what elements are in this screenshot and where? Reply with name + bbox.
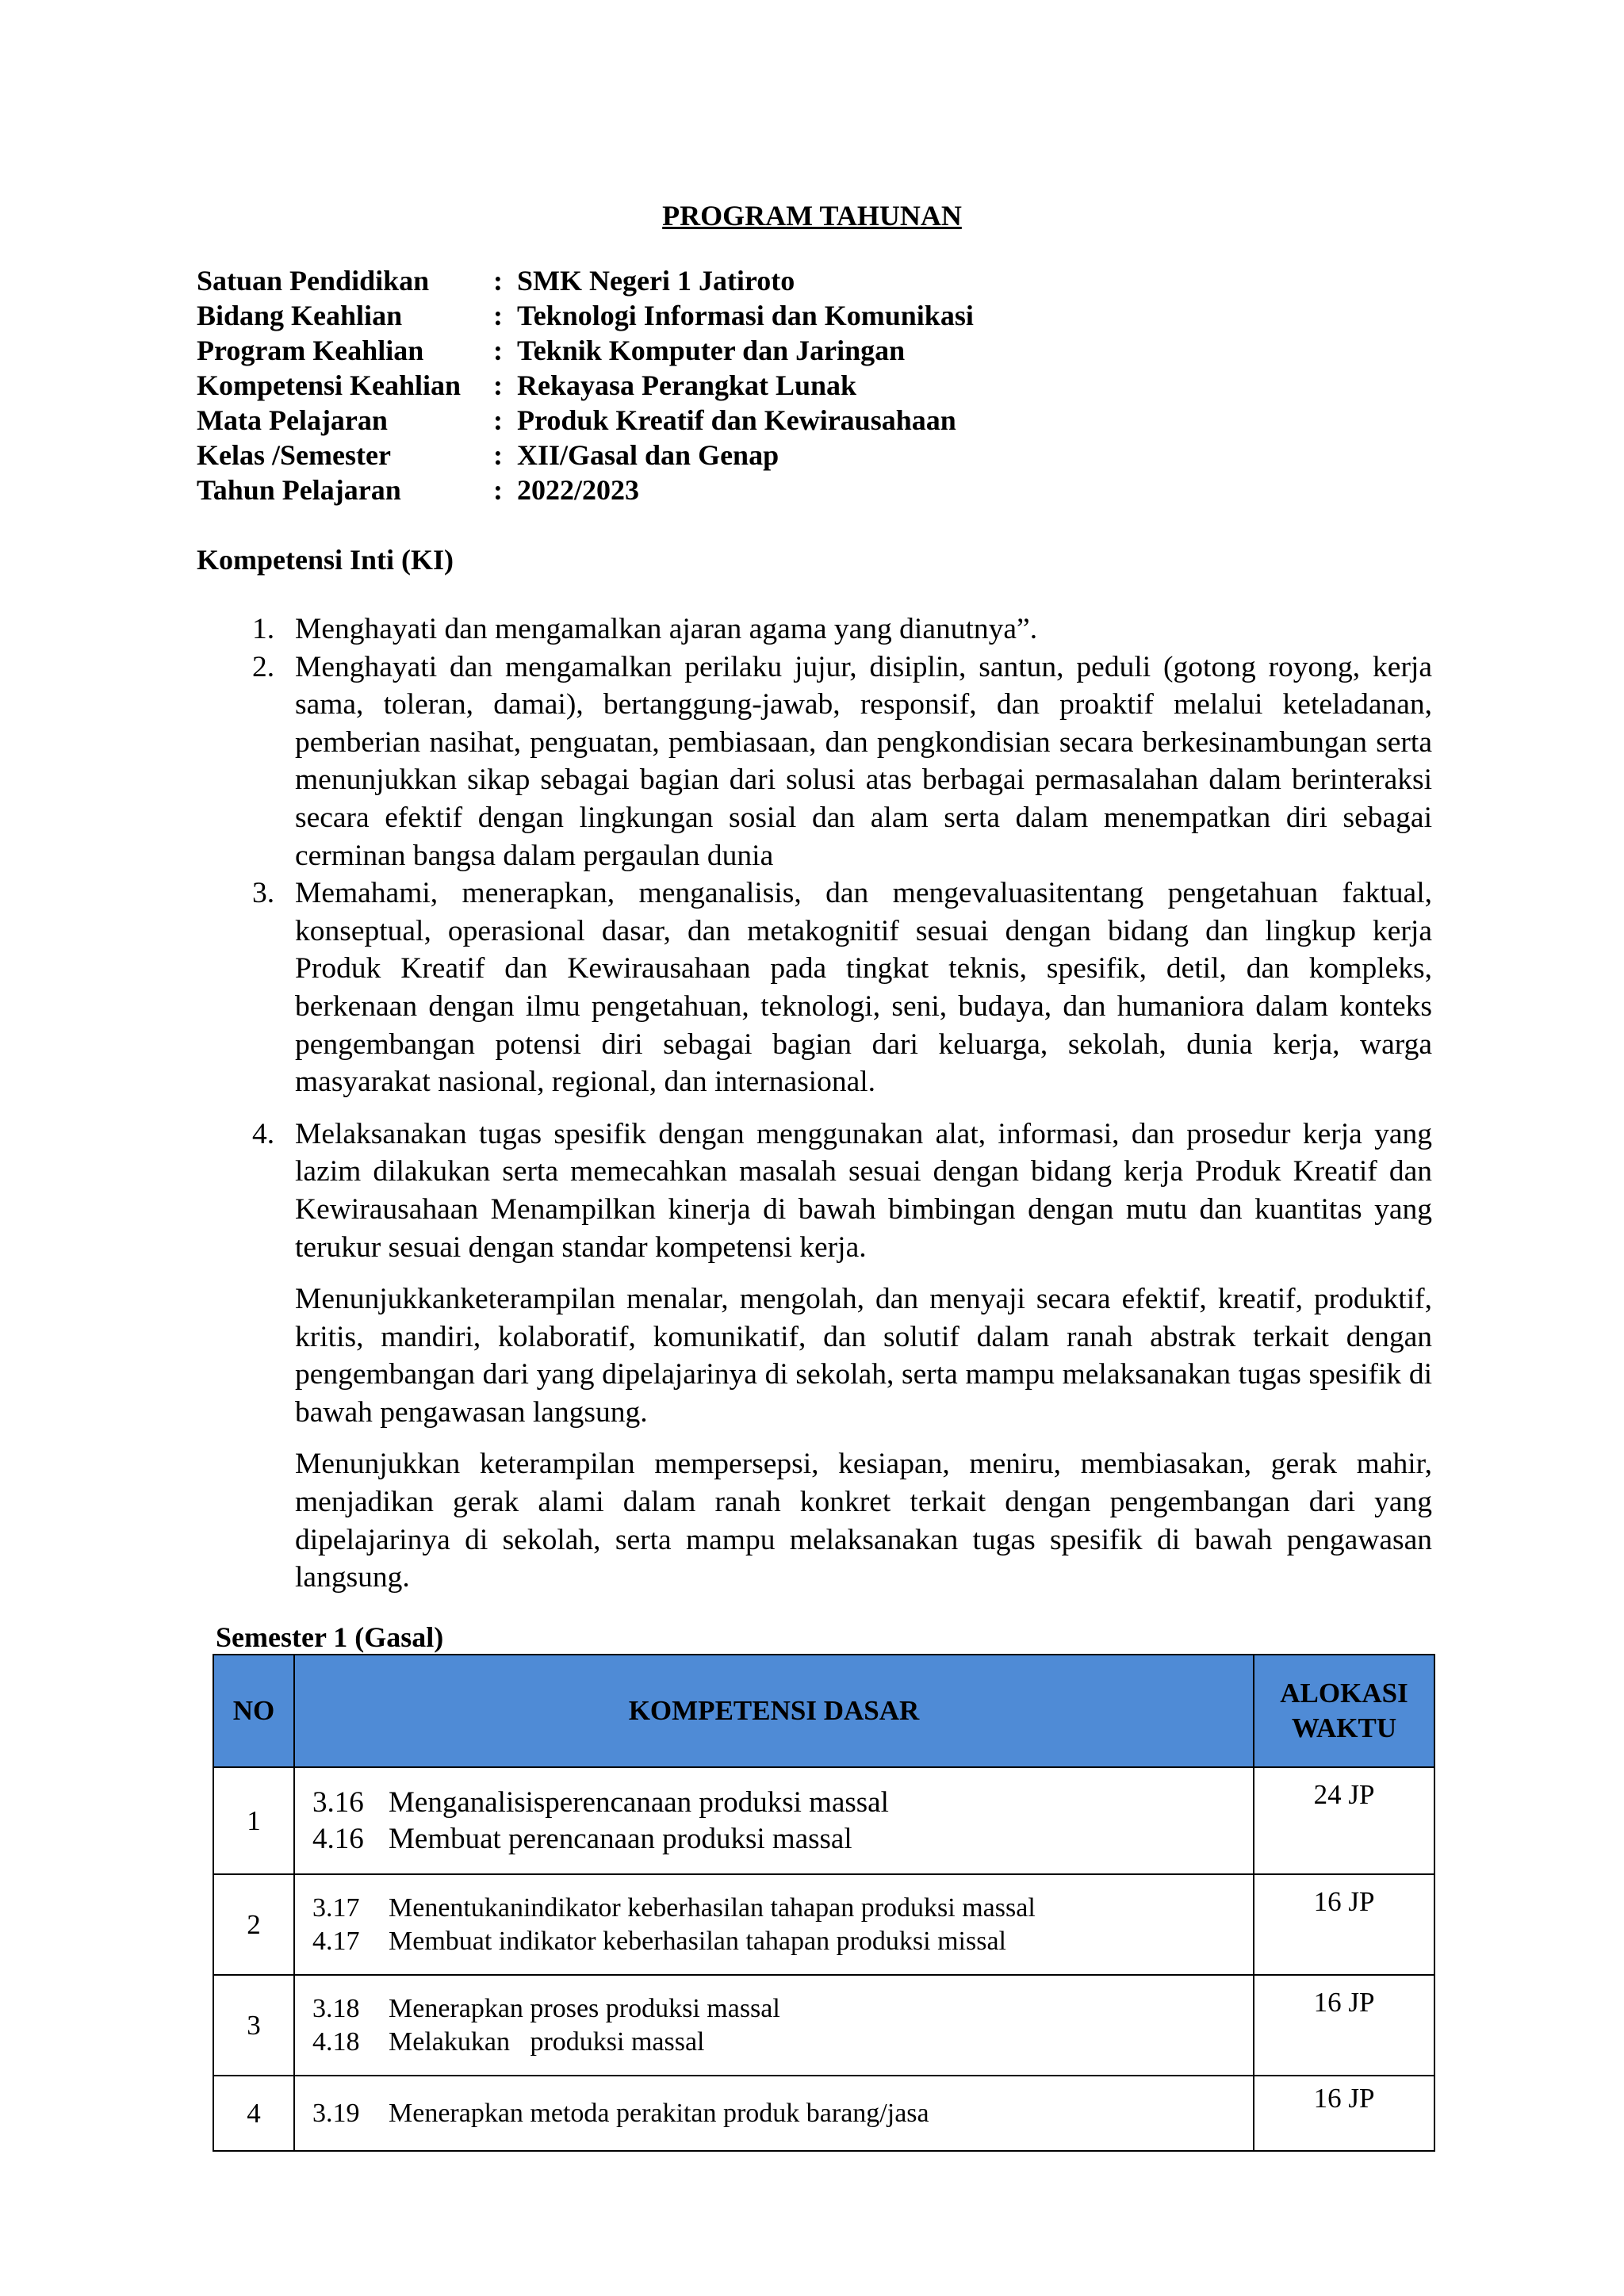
kd-text: Menentukanindikator keberhasilan tahapan produksi massal: [389, 1892, 1036, 1923]
row-number: 4: [213, 2076, 294, 2151]
info-row-kelas-semester: [197, 438, 974, 473]
ki-item-1: [197, 610, 1432, 649]
kd-line: [312, 1821, 1252, 1858]
kd-text: Menerapkan proses produksi massal: [389, 1993, 780, 2023]
kd-line: [312, 2097, 1252, 2130]
info-value: Teknik Komputer dan Jaringan: [517, 335, 906, 366]
ki-item-4: [197, 1115, 1432, 1266]
header-no: NO: [213, 1655, 294, 1767]
header-alokasi-line-2: WAKTU: [1291, 1712, 1397, 1743]
info-colon: :: [493, 300, 503, 331]
alokasi-cell: 24 JP: [1254, 1767, 1434, 1874]
document-title: PROGRAM TAHUNAN: [662, 200, 962, 232]
header-alokasi-line-1: ALOKASI: [1280, 1678, 1408, 1709]
kd-cell: [294, 1767, 1254, 1874]
kd-line: [312, 1992, 1252, 2026]
info-colon: :: [493, 474, 503, 506]
ki-item-3: [197, 874, 1432, 1101]
info-label: Kelas /Semester: [197, 439, 391, 471]
kompetensi-dasar-table: [213, 1654, 1435, 2152]
ki-list: [197, 610, 1432, 1597]
alokasi-cell: 16 JP: [1254, 2076, 1434, 2151]
ki-text: Memahami, menerapkan, menganalisis, dan mengevaluasitentang pengetahuan faktual, konseptual, operasional dasar, dan metakognitif sesuai dengan bidang dan lingkup kerja Produk Kreatif dan Kewirausahaan pada tingkat teknis, spesifik, detil, dan kompleks, berkenaan dengan ilmu pengetahuan, teknologi, seni, budaya, dan humaniora dalam konteks pengembangan potensi diri sebagai bagian dari keluarga, sekolah, dunia kerja, warga masyarakat nasional, regional, dan internasional.: [295, 877, 1432, 1099]
table-row: [213, 1975, 1434, 2076]
header-alokasi-waktu: [1254, 1655, 1434, 1767]
kd-code: 3.17: [312, 1892, 360, 1923]
row-number: 1: [213, 1767, 294, 1874]
table-row: [213, 1767, 1434, 1874]
row-number: 3: [213, 1975, 294, 2076]
info-row-mata-pelajaran: [197, 403, 974, 438]
ki-number: 1.: [252, 613, 275, 645]
kd-code: 4.16: [312, 1822, 364, 1855]
ki-number: 2.: [252, 650, 275, 683]
info-colon: :: [493, 404, 503, 436]
alokasi-cell: 16 JP: [1254, 1975, 1434, 2076]
info-row-bidang-keahlian: [197, 298, 974, 333]
kd-cell: [294, 2076, 1254, 2151]
info-label: Bidang Keahlian: [197, 300, 403, 331]
kd-code: 3.16: [312, 1785, 364, 1819]
info-value: XII/Gasal dan Genap: [517, 439, 779, 471]
info-label: Tahun Pelajaran: [197, 474, 401, 506]
kd-text: Membuat perencanaan produksi massal: [389, 1822, 852, 1855]
ki-paragraph-keterampilan-abstrak: Menunjukkanketerampilan menalar, mengolah, dan menyaji secara efektif, kreatif, produktif, kritis, mandiri, kolaboratif, komunikatif, dan solutif dalam ranah abstrak terkait dengan pengembangan dari yang dipelajarinya di sekolah, serta mampu melaksanakan tugas spesifik di bawah pengawasan langsung.: [295, 1283, 1432, 1429]
ki-heading: Kompetensi Inti (KI): [197, 544, 454, 576]
ki-number: 4.: [252, 1117, 275, 1150]
kd-line: [312, 1925, 1252, 1958]
row-number: 2: [213, 1874, 294, 1975]
info-row-satuan-pendidikan: [197, 263, 974, 298]
info-colon: :: [493, 369, 503, 401]
table-row: [213, 2076, 1434, 2151]
ki-item-2: [197, 649, 1432, 875]
info-value: Teknologi Informasi dan Komunikasi: [517, 300, 974, 331]
kd-line: [312, 1892, 1252, 1925]
kd-code: 4.18: [312, 2026, 360, 2057]
info-colon: :: [493, 335, 503, 366]
kd-text: Melakukan produksi massal: [389, 2026, 705, 2057]
kd-code: 4.17: [312, 1926, 360, 1956]
info-value: 2022/2023: [517, 474, 640, 506]
kd-code: 3.19: [312, 2098, 360, 2128]
table-header-row: [213, 1655, 1434, 1767]
table-row: [213, 1874, 1434, 1975]
info-label: Program Keahlian: [197, 335, 424, 366]
ki-text: Melaksanakan tugas spesifik dengan menggunakan alat, informasi, dan prosedur kerja yang lazim dilakukan serta memecahkan masalah sesuai dengan bidang kerja Produk Kreatif dan Kewirausahaan Menampilkan kinerja di bawah bimbingan dengan mutu dan kuantitas yang terukur sesuai dengan standar kompetensi kerja.: [295, 1117, 1432, 1264]
info-colon: :: [493, 439, 503, 471]
info-label: Kompetensi Keahlian: [197, 369, 462, 401]
kd-line: [312, 1785, 1252, 1821]
kd-text: Menganalisisperencanaan produksi massal: [389, 1785, 889, 1819]
ki-paragraph-keterampilan-konkret: Menunjukkan keterampilan mempersepsi, kesiapan, meniru, membiasakan, gerak mahir, menjadikan gerak alami dalam ranah konkret terkait dengan pengembangan dari yang dipelajarinya di sekolah, serta mampu melaksanakan tugas spesifik di bawah pengawasan langsung.: [295, 1448, 1432, 1594]
identity-block: [197, 263, 974, 507]
info-value: SMK Negeri 1 Jatiroto: [517, 265, 795, 297]
kd-cell: [294, 1874, 1254, 1975]
info-row-kompetensi-keahlian: [197, 368, 974, 403]
kd-code: 3.18: [312, 1993, 360, 2023]
semester-title: Semester 1 (Gasal): [216, 1621, 444, 1653]
kd-text: Menerapkan metoda perakitan produk barang/jasa: [389, 2098, 929, 2128]
info-label: Mata Pelajaran: [197, 404, 388, 436]
ki-text: Menghayati dan mengamalkan perilaku jujur, disiplin, santun, peduli (gotong royong, kerja sama, toleran, damai), bertanggung-jawab, responsif, dan proaktif melalui keteladanan, pemberian nasihat, penguatan, pembiasaan, dan pengkondisian secara berkesinambungan serta menunjukkan sikap sebagai bagian dari solusi atas berbagai permasalahan dalam berinteraksi secara efektif dengan lingkungan sosial dan alam serta dalam menempatkan diri sebagai cerminan bangsa dalam pergaulan dunia: [295, 650, 1432, 872]
kd-text: Membuat indikator keberhasilan tahapan produksi missal: [389, 1926, 1006, 1956]
kd-cell: [294, 1975, 1254, 2076]
info-row-tahun-pelajaran: [197, 473, 974, 507]
info-value: Produk Kreatif dan Kewirausahaan: [517, 404, 956, 436]
kd-line: [312, 2026, 1252, 2059]
info-value: Rekayasa Perangkat Lunak: [517, 369, 857, 401]
alokasi-cell: 16 JP: [1254, 1874, 1434, 1975]
info-colon: :: [493, 265, 503, 297]
info-label: Satuan Pendidikan: [197, 265, 430, 297]
info-row-program-keahlian: [197, 333, 974, 368]
ki-number: 3.: [252, 877, 275, 910]
header-kompetensi-dasar: KOMPETENSI DASAR: [294, 1655, 1254, 1767]
ki-text: Menghayati dan mengamalkan ajaran agama yang dianutnya”.: [295, 613, 1038, 645]
